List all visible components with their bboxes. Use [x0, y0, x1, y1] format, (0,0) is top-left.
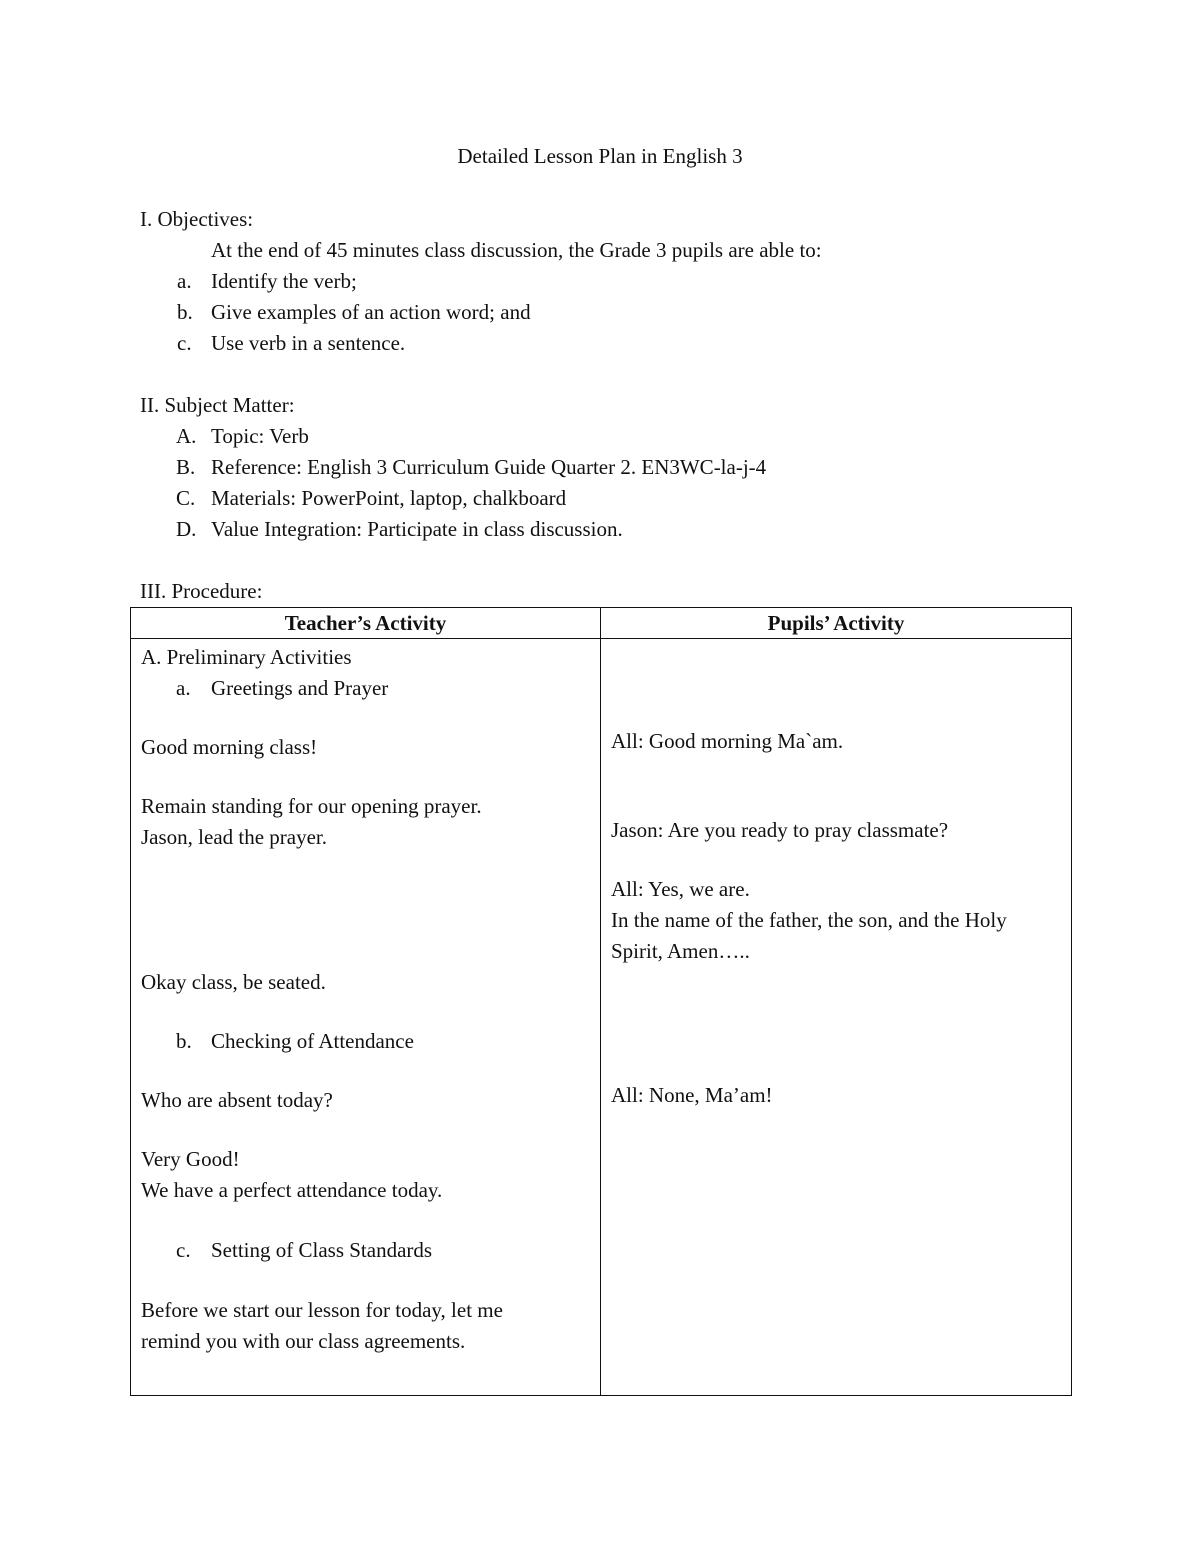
subject-item: Materials: PowerPoint, laptop, chalkboard	[211, 486, 567, 510]
objectives-intro: At the end of 45 minutes class discussion, the Grade 3 pupils are able to:	[211, 238, 822, 262]
list-marker: a.	[177, 269, 192, 293]
procedure-table	[130, 607, 1072, 1396]
document-title: Detailed Lesson Plan in English 3	[457, 144, 743, 168]
subject-item: Topic: Verb	[211, 424, 309, 448]
subject-matter-heading: II. Subject Matter:	[140, 393, 295, 417]
objective-item: Give examples of an action word; and	[211, 300, 531, 324]
list-marker: B.	[176, 455, 196, 479]
list-marker: b.	[176, 1029, 192, 1053]
attendance-heading: Checking of Attendance	[211, 1029, 414, 1053]
teacher-line: Remain standing for our opening prayer.	[141, 794, 482, 818]
procedure-heading: III. Procedure:	[140, 579, 263, 603]
objective-item: Use verb in a sentence.	[211, 331, 406, 355]
objective-item: Identify the verb;	[211, 269, 357, 293]
table-header-row	[131, 608, 1072, 639]
list-marker: A.	[176, 424, 197, 448]
teacher-line: Good morning class!	[141, 735, 318, 759]
pupil-line: All: None, Ma’am!	[611, 1083, 773, 1107]
list-marker: b.	[177, 300, 193, 324]
teacher-line: Okay class, be seated.	[141, 970, 326, 994]
objectives-heading: I. Objectives:	[140, 207, 254, 231]
teacher-line: Before we start our lesson for today, let me	[141, 1298, 503, 1322]
list-marker: c.	[176, 1238, 191, 1262]
pupil-line: Spirit, Amen…..	[611, 939, 750, 963]
teacher-activity-cell	[131, 639, 601, 1396]
pupil-line: All: Good morning Ma`am.	[611, 729, 844, 753]
teacher-activity-header: Teacher’s Activity	[131, 608, 601, 639]
teacher-line: remind you with our class agreements.	[141, 1329, 466, 1353]
subject-item: Value Integration: Participate in class discussion.	[211, 517, 623, 541]
preliminary-activities-heading: A. Preliminary Activities	[141, 645, 352, 669]
list-marker: C.	[176, 486, 196, 510]
teacher-line: Who are absent today?	[141, 1088, 333, 1112]
list-marker: a.	[176, 676, 191, 700]
class-standards-heading: Setting of Class Standards	[211, 1238, 433, 1262]
teacher-line: We have a perfect attendance today.	[141, 1178, 443, 1202]
teacher-line: Very Good!	[141, 1147, 240, 1171]
table-row	[131, 639, 1072, 1396]
greetings-prayer-heading: Greetings and Prayer	[211, 676, 389, 700]
pupil-line: Jason: Are you ready to pray classmate?	[611, 818, 949, 842]
pupils-activity-cell	[601, 639, 1072, 1396]
subject-item: Reference: English 3 Curriculum Guide Quarter 2. EN3WC-la-j-4	[211, 455, 767, 479]
list-marker: D.	[176, 517, 197, 541]
pupil-line: In the name of the father, the son, and the Holy	[611, 908, 1007, 932]
list-marker: c.	[177, 331, 192, 355]
pupil-line: All: Yes, we are.	[611, 877, 750, 901]
teacher-line: Jason, lead the prayer.	[141, 825, 328, 849]
pupils-activity-header: Pupils’ Activity	[601, 608, 1072, 639]
